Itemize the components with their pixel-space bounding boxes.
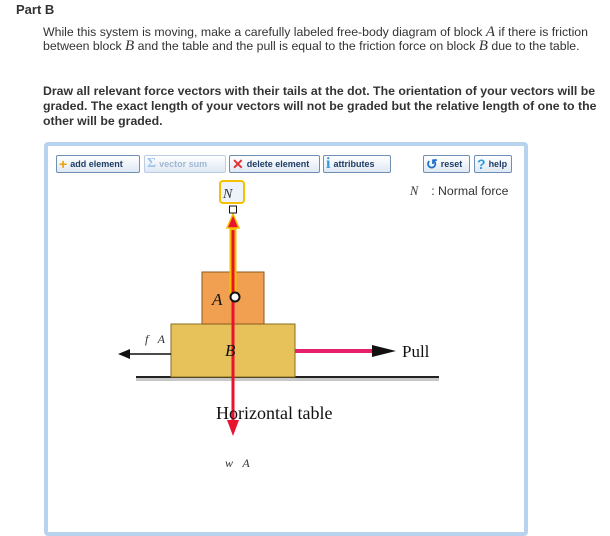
legend-separator: : bbox=[427, 184, 439, 198]
selected-vector-label: N⃗ bbox=[223, 187, 244, 202]
block-a-var: A bbox=[485, 24, 496, 40]
block-b-var: B bbox=[125, 38, 135, 54]
help-label: help bbox=[488, 159, 508, 169]
legend-symbol: N⃗ bbox=[410, 184, 428, 198]
friction-label: f⃗A bbox=[145, 332, 165, 346]
reset-icon: ↺ bbox=[426, 156, 438, 172]
table-label: Horizontal table bbox=[216, 403, 333, 423]
problem-text-1: While this system is moving, make a carefully labeled free-body diagram of block bbox=[43, 25, 486, 39]
problem-text-2: if there is friction between block bbox=[43, 25, 588, 53]
block-a-label: A bbox=[212, 290, 223, 309]
instructions: Draw all relevant force vectors with their tails at the dot. The orientation of your vectors will be graded. The exact length of your vectors will not be graded but the relative length of one to the other will be graded. bbox=[43, 84, 597, 128]
info-icon: i bbox=[326, 155, 331, 172]
vector-drag-handle[interactable] bbox=[230, 206, 237, 213]
part-title: Part B bbox=[16, 2, 55, 17]
weight-label: w⃗A bbox=[225, 456, 250, 470]
problem-text-4: due to the table. bbox=[487, 39, 580, 53]
table-shadow bbox=[136, 378, 439, 381]
attachment-dot[interactable] bbox=[231, 293, 240, 302]
delete-element-label: delete element bbox=[246, 159, 310, 169]
sigma-icon: Σ bbox=[147, 156, 157, 171]
attributes-label: attributes bbox=[333, 159, 375, 169]
friction-arrowhead bbox=[118, 349, 130, 359]
block-b-var-2: B bbox=[478, 38, 488, 54]
block-b-label: B bbox=[225, 341, 236, 360]
vector-sum-label: vector sum bbox=[159, 159, 208, 169]
normal-vector-head[interactable] bbox=[227, 214, 239, 228]
problem-text-3: and the table and the pull is equal to the friction force on block bbox=[134, 39, 479, 53]
help-icon: ? bbox=[477, 156, 486, 172]
plus-icon: + bbox=[59, 156, 68, 172]
pull-label: Pull bbox=[402, 342, 430, 361]
delete-x-icon: ✕ bbox=[232, 156, 244, 172]
legend-label: Normal force bbox=[438, 184, 509, 198]
reset-label: reset bbox=[440, 159, 463, 169]
pull-arrowhead bbox=[372, 345, 396, 357]
add-element-label: add element bbox=[70, 159, 123, 169]
